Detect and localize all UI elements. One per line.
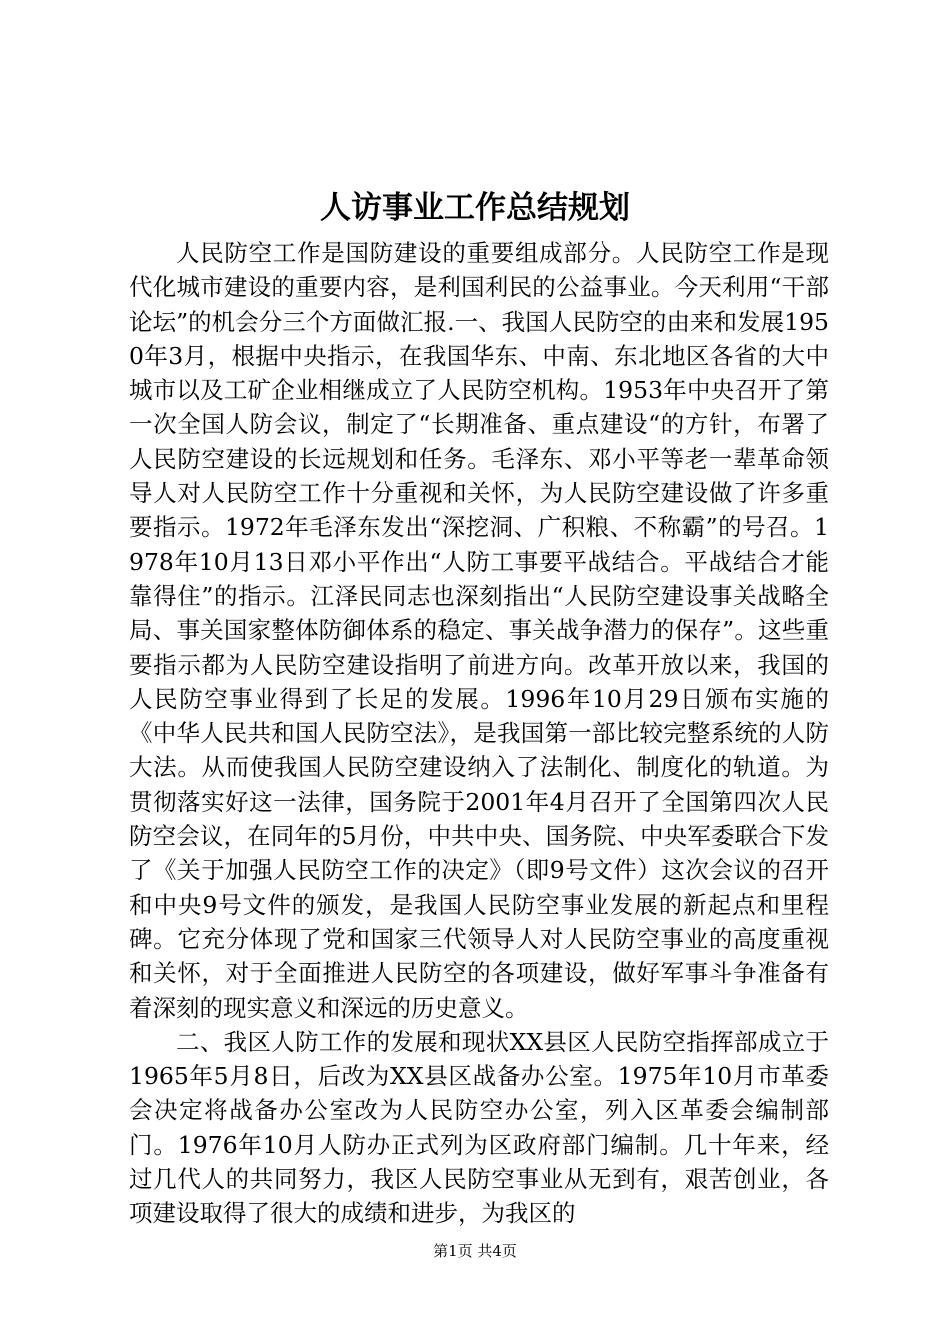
document-title: 人访事业工作总结规划 — [320, 190, 630, 226]
document-body — [129, 236, 829, 1231]
paragraph-2: 二、我区人防工作的发展和现状XX县区人民防空指挥部成立于1965年5月8日，后改为XX县区战备办公室。1975年10月市革委会决定将战备办公室改为人民防空办公室，列入区革委会编制部门。1976年10月人防办正式列为区政府部门编制。几十年来，经过几代人的共同努力，我区人民防空事业从无到有，艰苦创业，各项建设取得了很大的成绩和进步，为我区的 — [129, 1027, 829, 1228]
paragraph-1: 人民防空工作是国防建设的重要组成部分。人民防空工作是现代化城市建设的重要内容，是利国利民的公益事业。今天利用“干部论坛”的机会分三个方面做汇报.一、我国人民防空的由来和发展1950年3月，根据中央指示，在我国华东、中南、东北地区各省的大中城市以及工矿企业相继成立了人民防空机构。1953年中央召开了第一次全国人防会议，制定了“长期准备、重点建设“的方针，布署了人民防空建设的长远规划和任务。毛泽东、邓小平等老一辈革命领导人对人民防空工作十分重视和关怀，为人民防空建设做了许多重要指示。1972年毛泽东发出“深挖洞、广积粮、不称霸”的号召。1978年10月13日邓小平作出“人防工事要平战结合。平战结合才能靠得住”的指示。江泽民同志也深刻指出“人民防空建设事关战略全局、事关国家整体防御体系的稳定、事关战争潜力的保存”。这些重要指示都为人民防空建设指明了前进方向。改革开放以来，我国的人民防空事业得到了长足的发展。1996年10月29日颁布实施的《中华人民共和国人民防空法》，是我国第一部比较完整系统的人防大法。从而使我国人民防空建设纳入了法制化、制度化的轨道。为贯彻落实好这一法律，国务院于2001年4月召开了全国第四次人民防空会议，在同年的5月份，中共中央、国务院、中央军委联合下发了《关于加强人民防空工作的决定》（即9号文件）这次会议的召开和中央9号文件的颁发，是我国人民防空事业发展的新起点和里程碑。它充分体现了党和国家三代领导人对人民防空事业的高度重视和关怀，对于全面推进人民防空的各项建设，做好军事斗争准备有着深刻的现实意义和深远的历史意义。 — [129, 239, 829, 1022]
page-footer: 第1页 共4页 — [433, 1242, 517, 1260]
